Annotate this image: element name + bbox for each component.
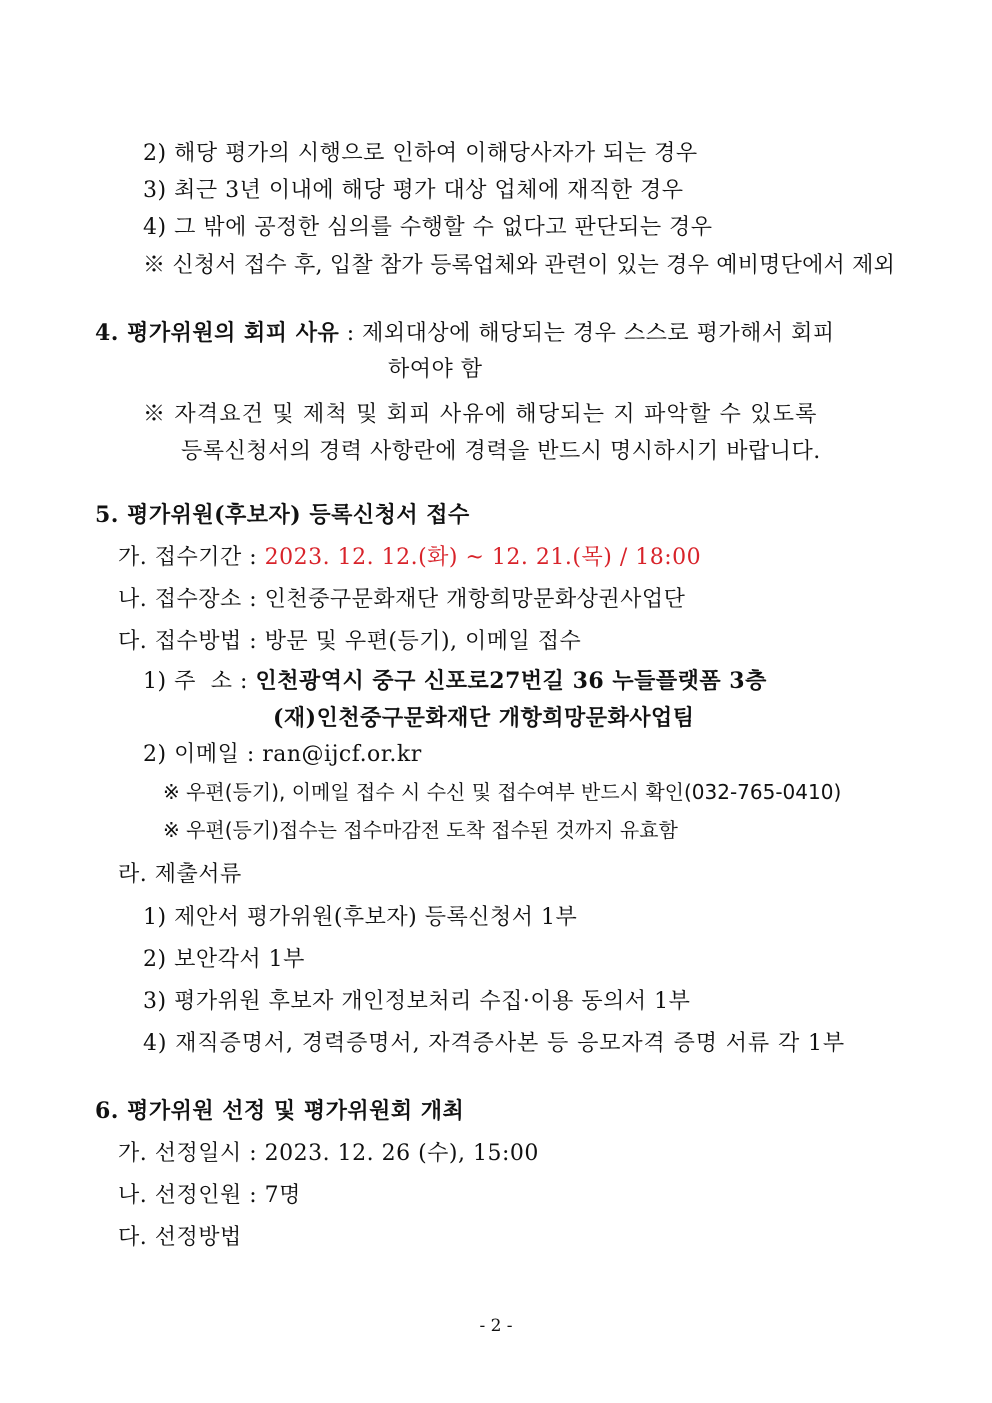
- selection-count: 나. 선정인원 : 7명: [118, 1183, 301, 1208]
- document-item-4: 4) 재직증명서, 경력증명서, 자격증사본 등 응모자격 증명 서류 각 1부: [143, 1031, 846, 1056]
- address-line-1: [143, 666, 767, 697]
- address-label: 1) 주 소 :: [143, 669, 256, 694]
- reception-note-1: ※ 우편(등기), 이메일 접수 시 수신 및 접수여부 반드시 확인(032-765-0410): [163, 780, 842, 804]
- section-6-heading: 6. 평가위원 선정 및 평가위원회 개최: [95, 1098, 465, 1124]
- section-4-note-1: ※ 자격요건 및 제척 및 회피 사유에 해당되는 지 파악할 수 있도록: [143, 402, 818, 427]
- exclusion-item-2: 2) 해당 평가의 시행으로 인하여 이해당사자가 되는 경우: [143, 141, 698, 166]
- reception-method: 다. 접수방법 : 방문 및 우편(등기), 이메일 접수: [118, 629, 582, 654]
- section-4-text-1: 제외대상에 해당되는 경우 스스로 평가해서 회피: [362, 321, 835, 346]
- reception-place: 나. 접수장소 : 인천중구문화재단 개항희망문화상권사업단: [118, 587, 686, 612]
- address-value: 인천광역시 중구 신포로27번길 36 누들플랫폼 3층: [255, 668, 767, 694]
- page-number: - 2 -: [479, 1316, 513, 1336]
- document-item-2: 2) 보안각서 1부: [143, 947, 305, 972]
- section-4-note-2: 등록신청서의 경력 사항란에 경력을 반드시 명시하시기 바랍니다.: [181, 439, 821, 464]
- document-item-1: 1) 제안서 평가위원(후보자) 등록신청서 1부: [143, 905, 578, 930]
- reception-period-value: 2023. 12. 12.(화) ~ 12. 21.(목) / 18:00: [264, 545, 702, 570]
- selection-method: 다. 선정방법: [118, 1225, 242, 1250]
- exclusion-item-3: 3) 최근 3년 이내에 해당 평가 대상 업체에 재직한 경우: [143, 178, 684, 203]
- section-5-heading: 5. 평가위원(후보자) 등록신청서 접수: [95, 502, 470, 528]
- section-4-heading: 4. 평가위원의 회피 사유: [95, 320, 340, 346]
- address-line-2: (재)인천중구문화재단 개항희망문화사업팀: [273, 705, 695, 731]
- section-4-text-2: 하여야 함: [388, 357, 483, 382]
- document-item-3: 3) 평가위원 후보자 개인정보처리 수집·이용 동의서 1부: [143, 989, 691, 1014]
- email-line: 2) 이메일 : ran@ijcf.or.kr: [143, 742, 422, 767]
- reception-period: [118, 543, 701, 573]
- exclusion-item-4: 4) 그 밖에 공정한 심의를 수행할 수 없다고 판단되는 경우: [143, 215, 713, 240]
- documents-heading: 라. 제출서류: [118, 862, 242, 887]
- exclusion-note: ※ 신청서 접수 후, 입찰 참가 등록업체와 관련이 있는 경우 예비명단에서 제외: [143, 253, 896, 278]
- selection-date: 가. 선정일시 : 2023. 12. 26 (수), 15:00: [118, 1141, 539, 1166]
- section-4-colon: :: [339, 321, 363, 346]
- reception-period-label: 가. 접수기간 :: [118, 545, 265, 570]
- section-4-line-1: [95, 318, 835, 349]
- reception-note-2: ※ 우편(등기)접수는 접수마감전 도착 접수된 것까지 유효함: [163, 818, 678, 842]
